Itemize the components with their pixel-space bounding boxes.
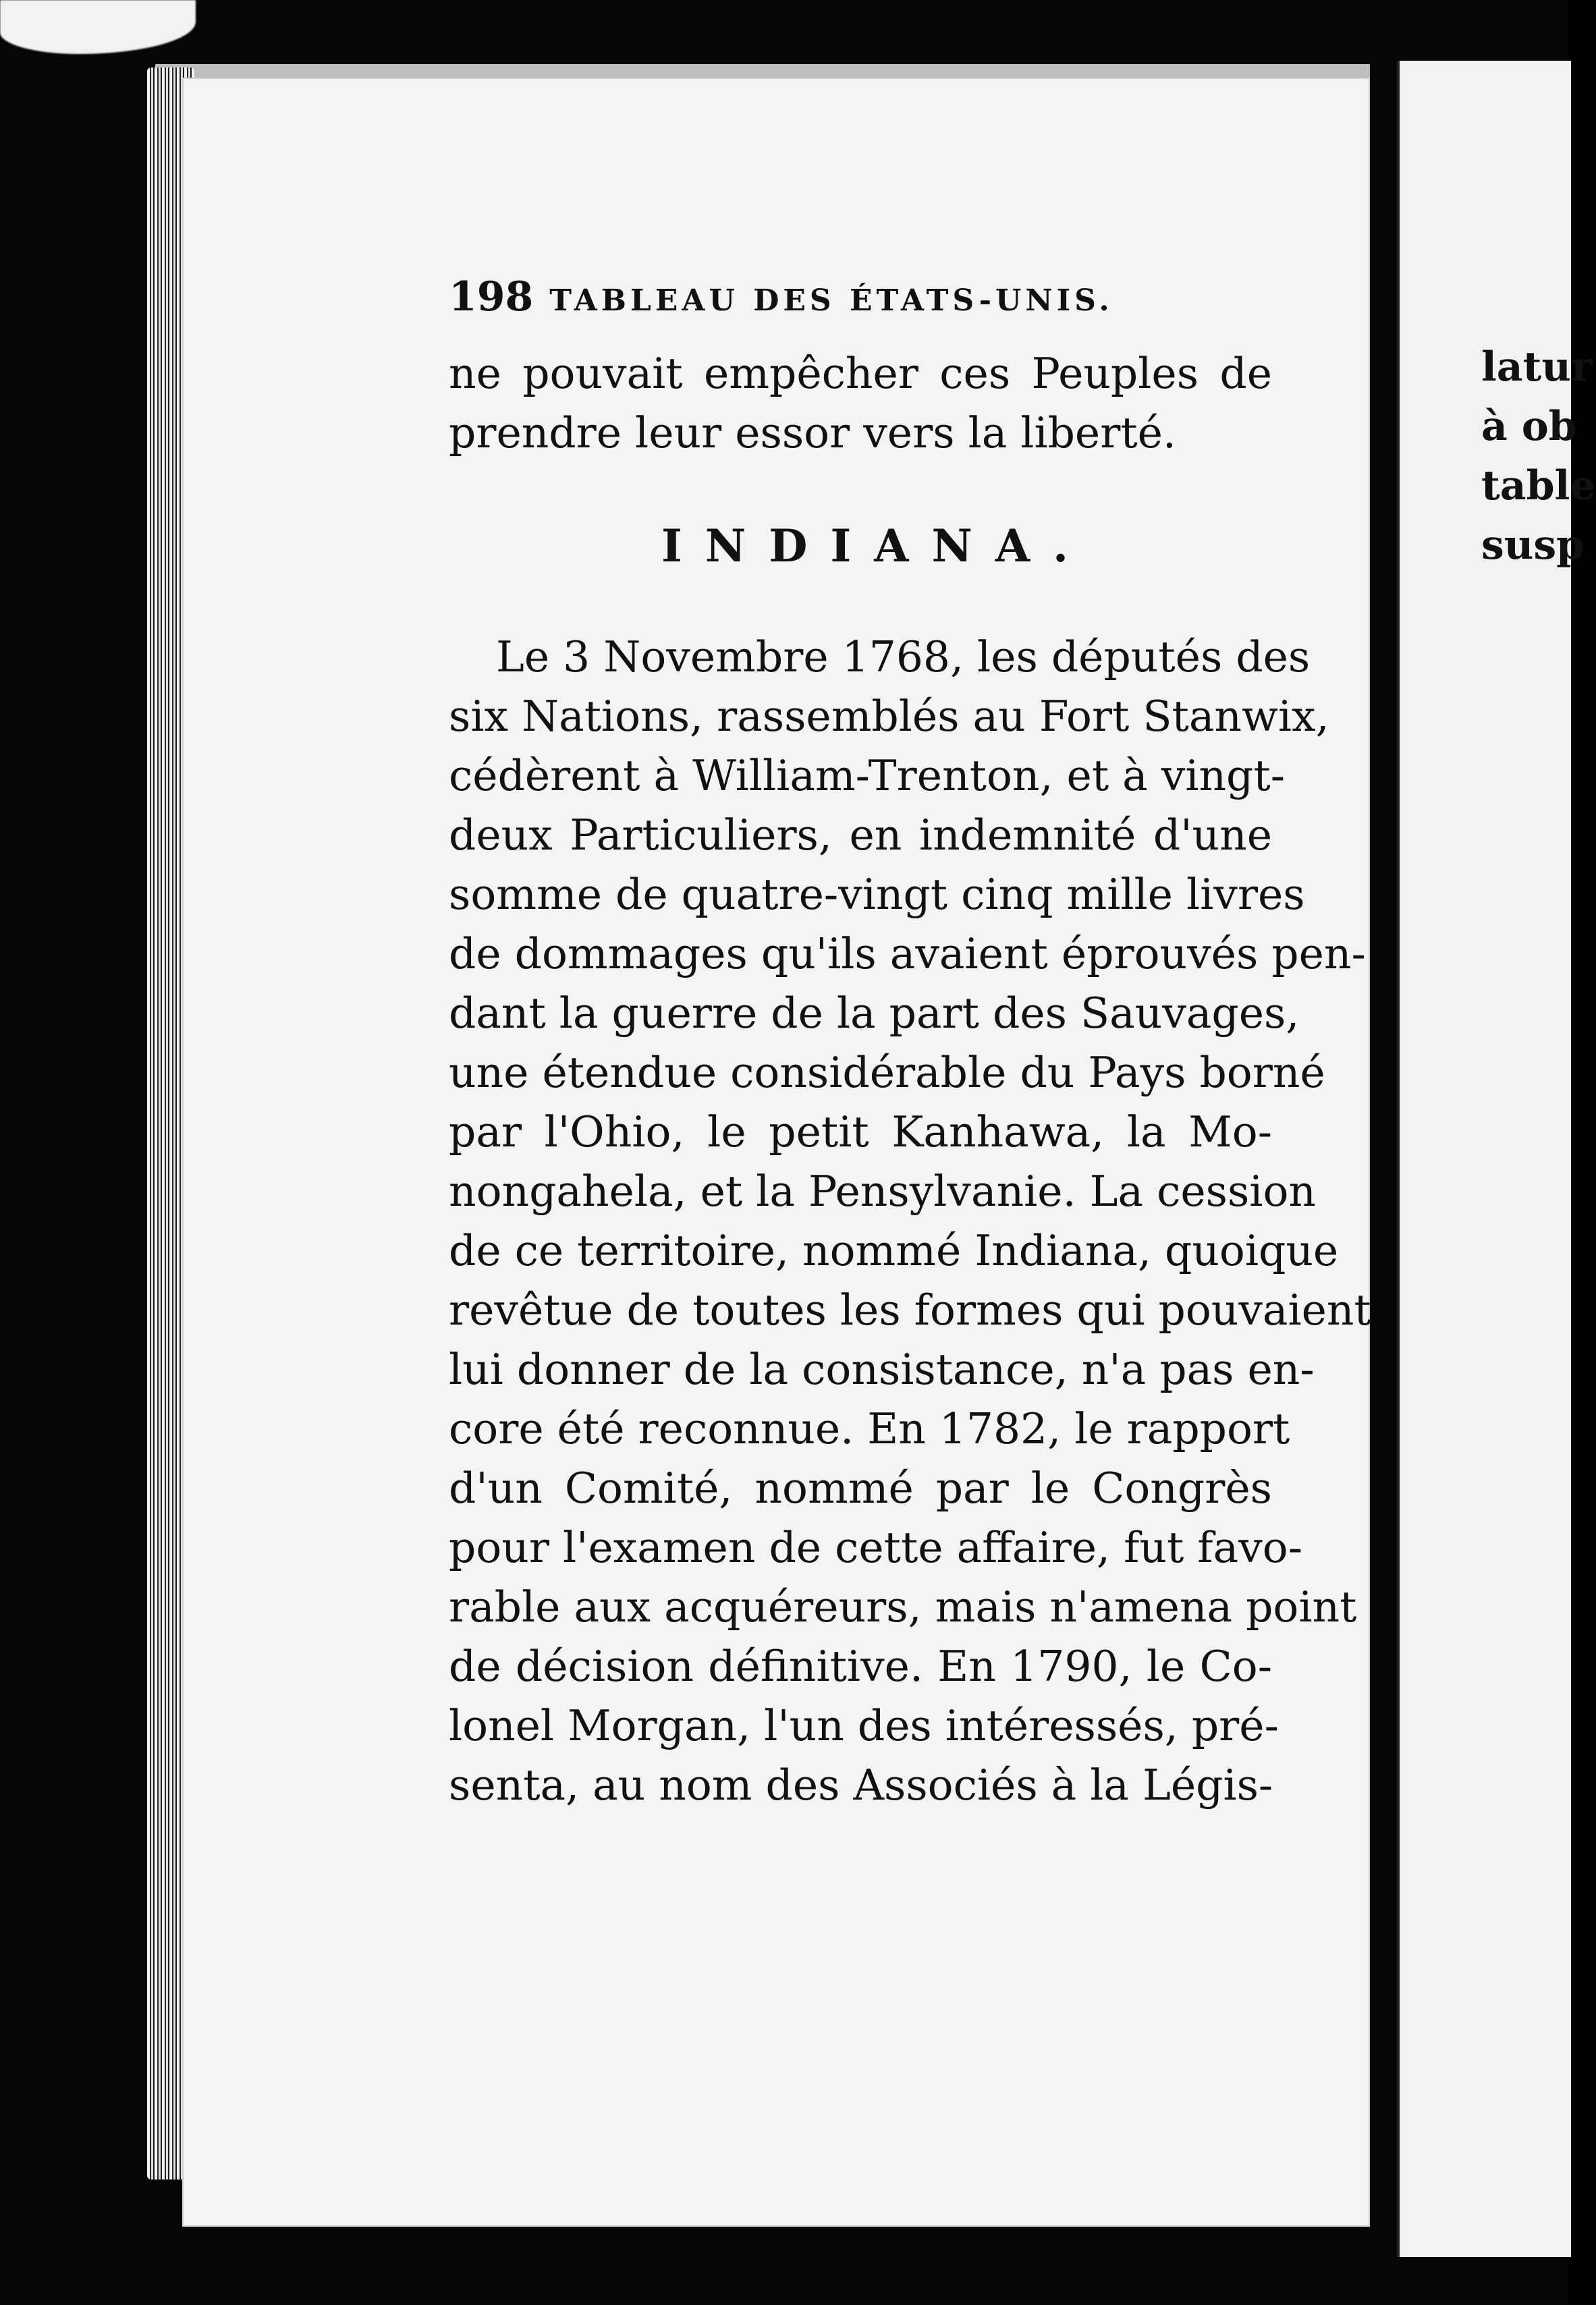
page-number: 198 <box>449 273 534 321</box>
text-line: de décision définitive. En 1790, le Co- <box>449 1642 1272 1691</box>
text-line: somme de quatre-vingt cinq mille livres <box>449 870 1305 919</box>
text-line: lonel Morgan, l'un des intéressés, pré- <box>449 1701 1279 1750</box>
text-line: Le 3 Novembre 1768, les députés des <box>496 632 1311 682</box>
text-line: pour l'examen de cette affaire, fut favo- <box>449 1523 1302 1572</box>
text-line: table <box>1481 462 1596 509</box>
text-line: à ob <box>1481 403 1577 450</box>
text-line: d'un Comité, nommé par le Congrès <box>449 1464 1272 1513</box>
running-title: TABLEAU DES ÉTATS-UNIS. <box>549 283 1113 318</box>
text-line: susp <box>1481 522 1585 569</box>
text-line: revêtue de toutes les formes qui pouvaient <box>449 1285 1371 1335</box>
paragraph-text <box>449 628 1371 1815</box>
text-line: nongahela, et la Pensylvanie. La cession <box>449 1167 1316 1216</box>
section-title: INDIANA. <box>661 520 1092 572</box>
text-line: de ce territoire, nommé Indiana, quoique <box>449 1226 1339 1275</box>
text-line: prendre leur essor vers la liberté. <box>449 408 1176 457</box>
text-line: dant la guerre de la part des Sauvages, <box>449 989 1300 1038</box>
text-line: latur <box>1481 343 1593 391</box>
text-line: deux Particuliers, en indemnité d'une <box>449 810 1272 860</box>
text-line: six Nations, rassemblés au Fort Stanwix, <box>449 692 1329 741</box>
text-line: une étendue considérable du Pays borné <box>449 1048 1325 1097</box>
text-line: de dommages qu'ils avaient éprouvés pen- <box>449 929 1366 978</box>
text-line: lui donner de la consistance, n'a pas en- <box>449 1345 1315 1394</box>
facing-page-text <box>1481 337 1596 575</box>
text-line: rable aux acquéreurs, mais n'amena point <box>449 1582 1357 1632</box>
text-line: cédèrent à William-Trenton, et à vingt- <box>449 751 1285 800</box>
text-line: senta, au nom des Associés à la Légis- <box>449 1760 1273 1810</box>
text-line: core été reconnue. En 1782, le rapport <box>449 1404 1290 1453</box>
intro-text <box>449 344 1272 463</box>
text-line: par l'Ohio, le petit Kanhawa, la Mo- <box>449 1107 1272 1157</box>
text-line: ne pouvait empêcher ces Peuples de <box>449 349 1272 398</box>
running-header <box>449 273 1292 321</box>
